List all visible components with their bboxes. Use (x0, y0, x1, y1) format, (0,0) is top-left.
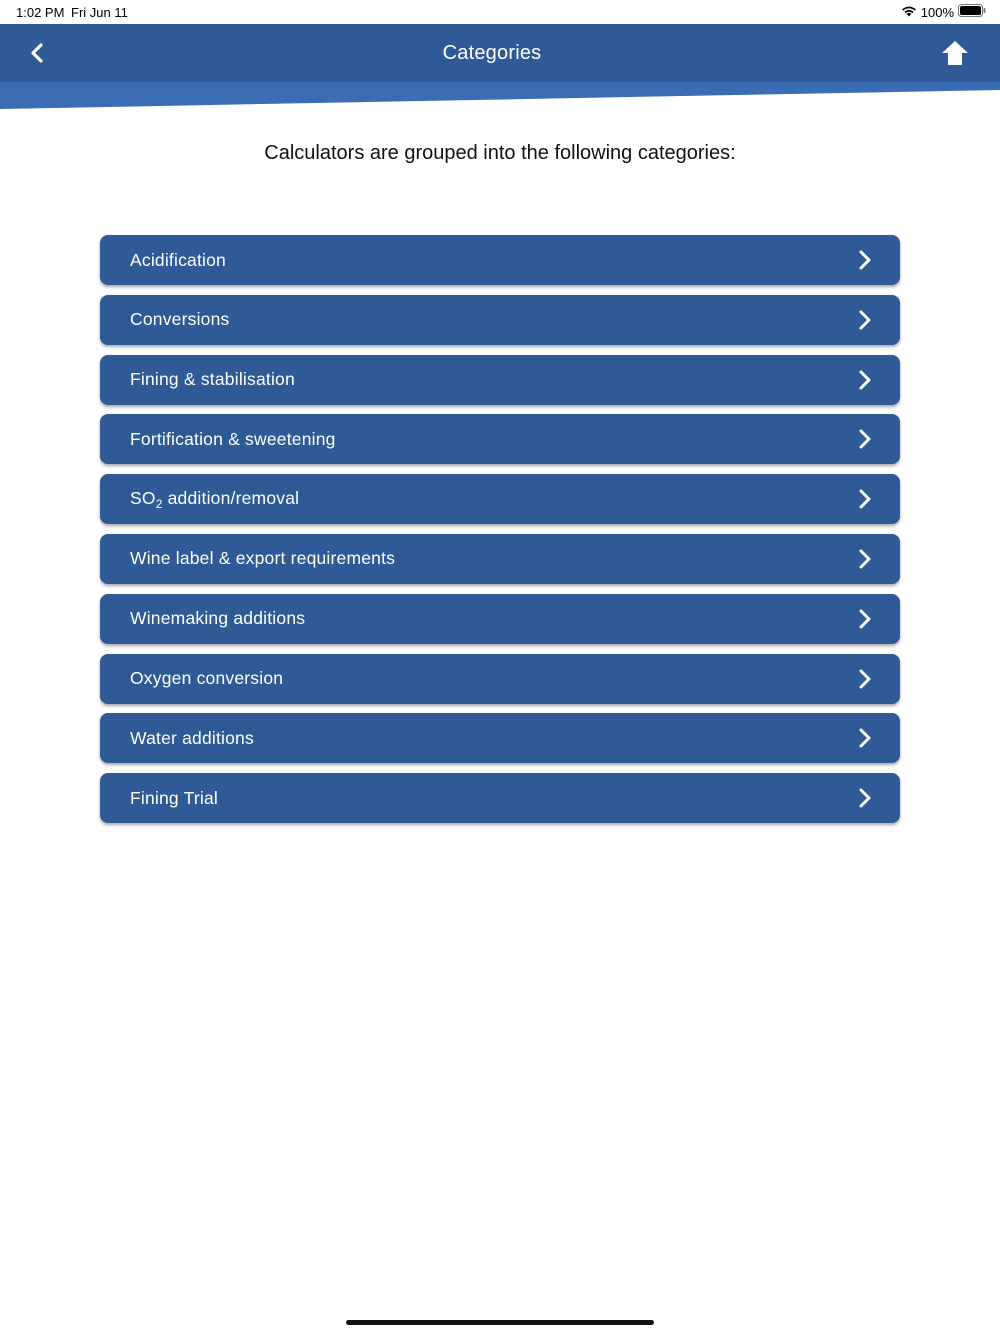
navigation-bar (0, 24, 1000, 82)
status-time: 1:02 PM (16, 5, 65, 20)
category-fining-trial[interactable] (100, 773, 900, 823)
page-title: Categories (442, 41, 542, 64)
category-acidification[interactable] (100, 235, 900, 285)
category-list (100, 235, 900, 833)
chevron-right-icon (858, 609, 872, 629)
category-fortification-sweetening[interactable] (100, 414, 900, 464)
category-wine-label-export[interactable] (100, 534, 900, 584)
wifi-icon (901, 5, 917, 20)
header-swoosh (0, 82, 1000, 110)
category-label: Conversions (130, 309, 230, 330)
category-conversions[interactable] (100, 295, 900, 345)
category-label: Fortification & sweetening (130, 428, 336, 449)
label-suffix: addition/removal (162, 487, 300, 508)
category-label: Acidification (130, 249, 226, 270)
chevron-right-icon (858, 489, 872, 509)
label-subscript: 2 (155, 496, 163, 511)
chevron-right-icon (858, 310, 872, 330)
home-icon (941, 40, 969, 66)
category-label: Fining & stabilisation (130, 369, 295, 390)
category-label: Oxygen conversion (130, 668, 284, 689)
label-prefix: SO (130, 487, 156, 508)
chevron-right-icon (858, 669, 872, 689)
intro-text: Calculators are grouped into the following categories: (264, 142, 736, 164)
category-label (130, 488, 299, 511)
chevron-right-icon (858, 549, 872, 569)
battery-full-icon (958, 4, 986, 20)
home-indicator[interactable] (346, 1320, 654, 1325)
chevron-right-icon (858, 728, 872, 748)
category-fining-stabilisation[interactable] (100, 355, 900, 405)
status-bar (0, 0, 1000, 24)
category-label: Wine label & export requirements (130, 548, 396, 569)
category-winemaking-additions[interactable] (100, 594, 900, 644)
category-label: Fining Trial (130, 787, 218, 808)
category-oxygen-conversion[interactable] (100, 654, 900, 704)
home-button[interactable] (940, 38, 970, 68)
category-so2-addition-removal[interactable] (100, 474, 900, 524)
chevron-right-icon (858, 429, 872, 449)
status-indicators (901, 4, 986, 20)
battery-percentage: 100% (920, 4, 954, 20)
category-label: Winemaking additions (130, 608, 306, 629)
chevron-right-icon (858, 788, 872, 808)
category-water-additions[interactable] (100, 713, 900, 763)
chevron-right-icon (858, 370, 872, 390)
category-label: Water additions (130, 727, 254, 748)
status-date: Fri Jun 11 (71, 5, 128, 20)
chevron-right-icon (858, 250, 872, 270)
